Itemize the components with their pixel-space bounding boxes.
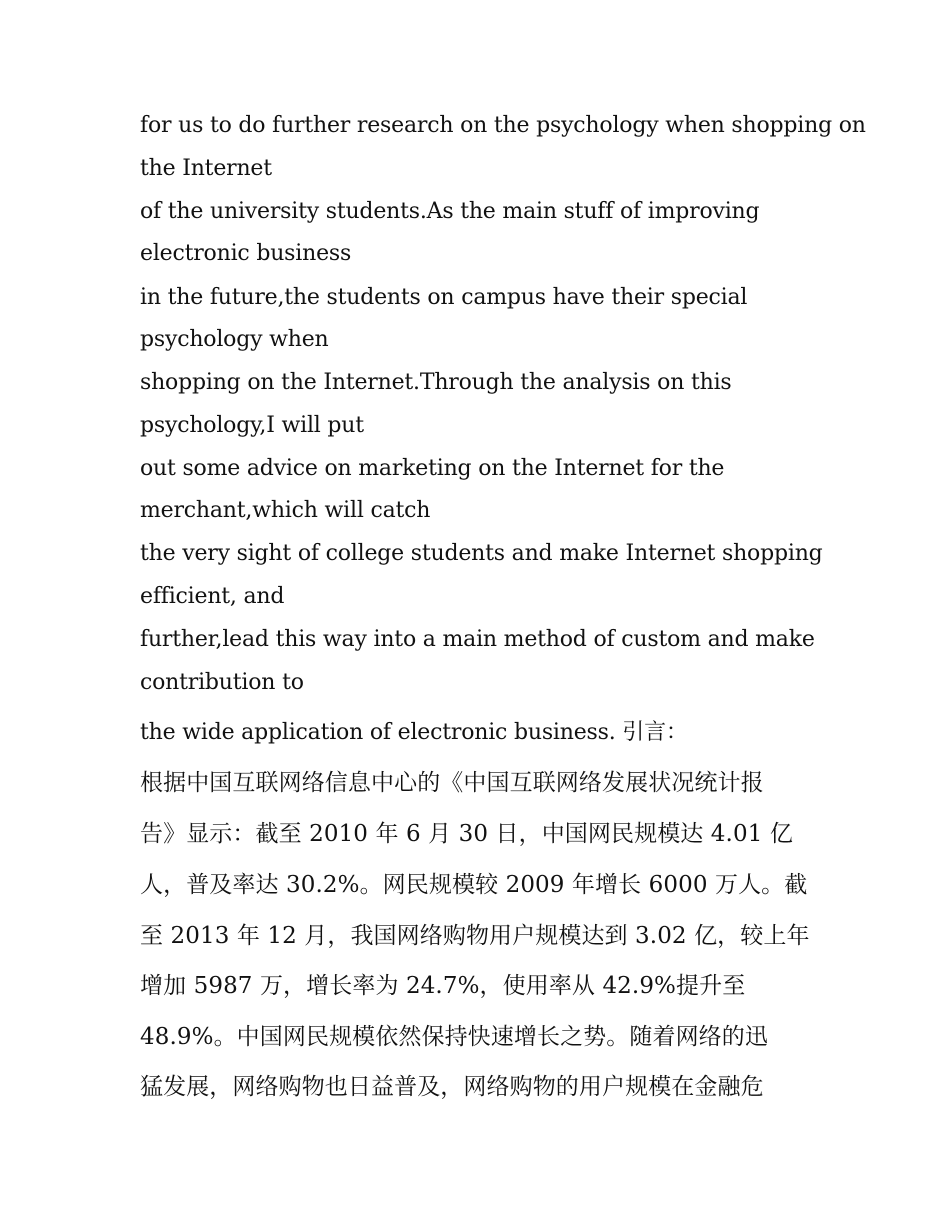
text-line: electronic business <box>140 241 352 266</box>
text-line: for us to do further research on the psychology when shopping on <box>140 113 866 138</box>
text-line: contribution to <box>140 670 304 695</box>
text-line: psychology when <box>140 327 329 352</box>
chinese-text-line: 至 2013 年 12 月，我国网络购物用户规模达到 3.02 亿，较上年 <box>140 923 810 949</box>
text-line: in the future,the students on campus have their special <box>140 285 748 310</box>
text-line: the wide application of electronic business. 引言： <box>140 720 688 745</box>
chinese-text-line: 人，普及率达 30.2%。网民规模较 2009 年增长 6000 万人。截 <box>140 872 808 898</box>
text-line: out some advice on marketing on the Internet for the <box>140 456 725 481</box>
text-line: merchant,which will catch <box>140 498 431 523</box>
text-line: of the university students.As the main stuff of improving <box>140 199 760 224</box>
text-line: psychology,I will put <box>140 413 364 438</box>
text-line: the Internet <box>140 156 272 181</box>
chinese-text-line: 猛发展，网络购物也日益普及，网络购物的用户规模在金融危 <box>140 1074 764 1100</box>
chinese-text-line: 告》显示：截至 2010 年 6 月 30 日，中国网民规模达 4.01 亿 <box>140 821 793 847</box>
chinese-text-line: 48.9%。中国网民规模依然保持快速增长之势。随着网络的迅 <box>140 1024 768 1050</box>
text-line: the very sight of college students and make Internet shopping <box>140 541 823 566</box>
text-line: further,lead this way into a main method of custom and make <box>140 627 815 652</box>
chinese-text-line: 根据中国互联网络信息中心的《中国互联网络发展状况统计报 <box>140 770 764 796</box>
text-line: shopping on the Internet.Through the analysis on this <box>140 370 732 395</box>
chinese-text-line: 增加 5987 万，增长率为 24.7%，使用率从 42.9%提升至 <box>140 973 746 999</box>
text-line: efficient, and <box>140 584 285 609</box>
